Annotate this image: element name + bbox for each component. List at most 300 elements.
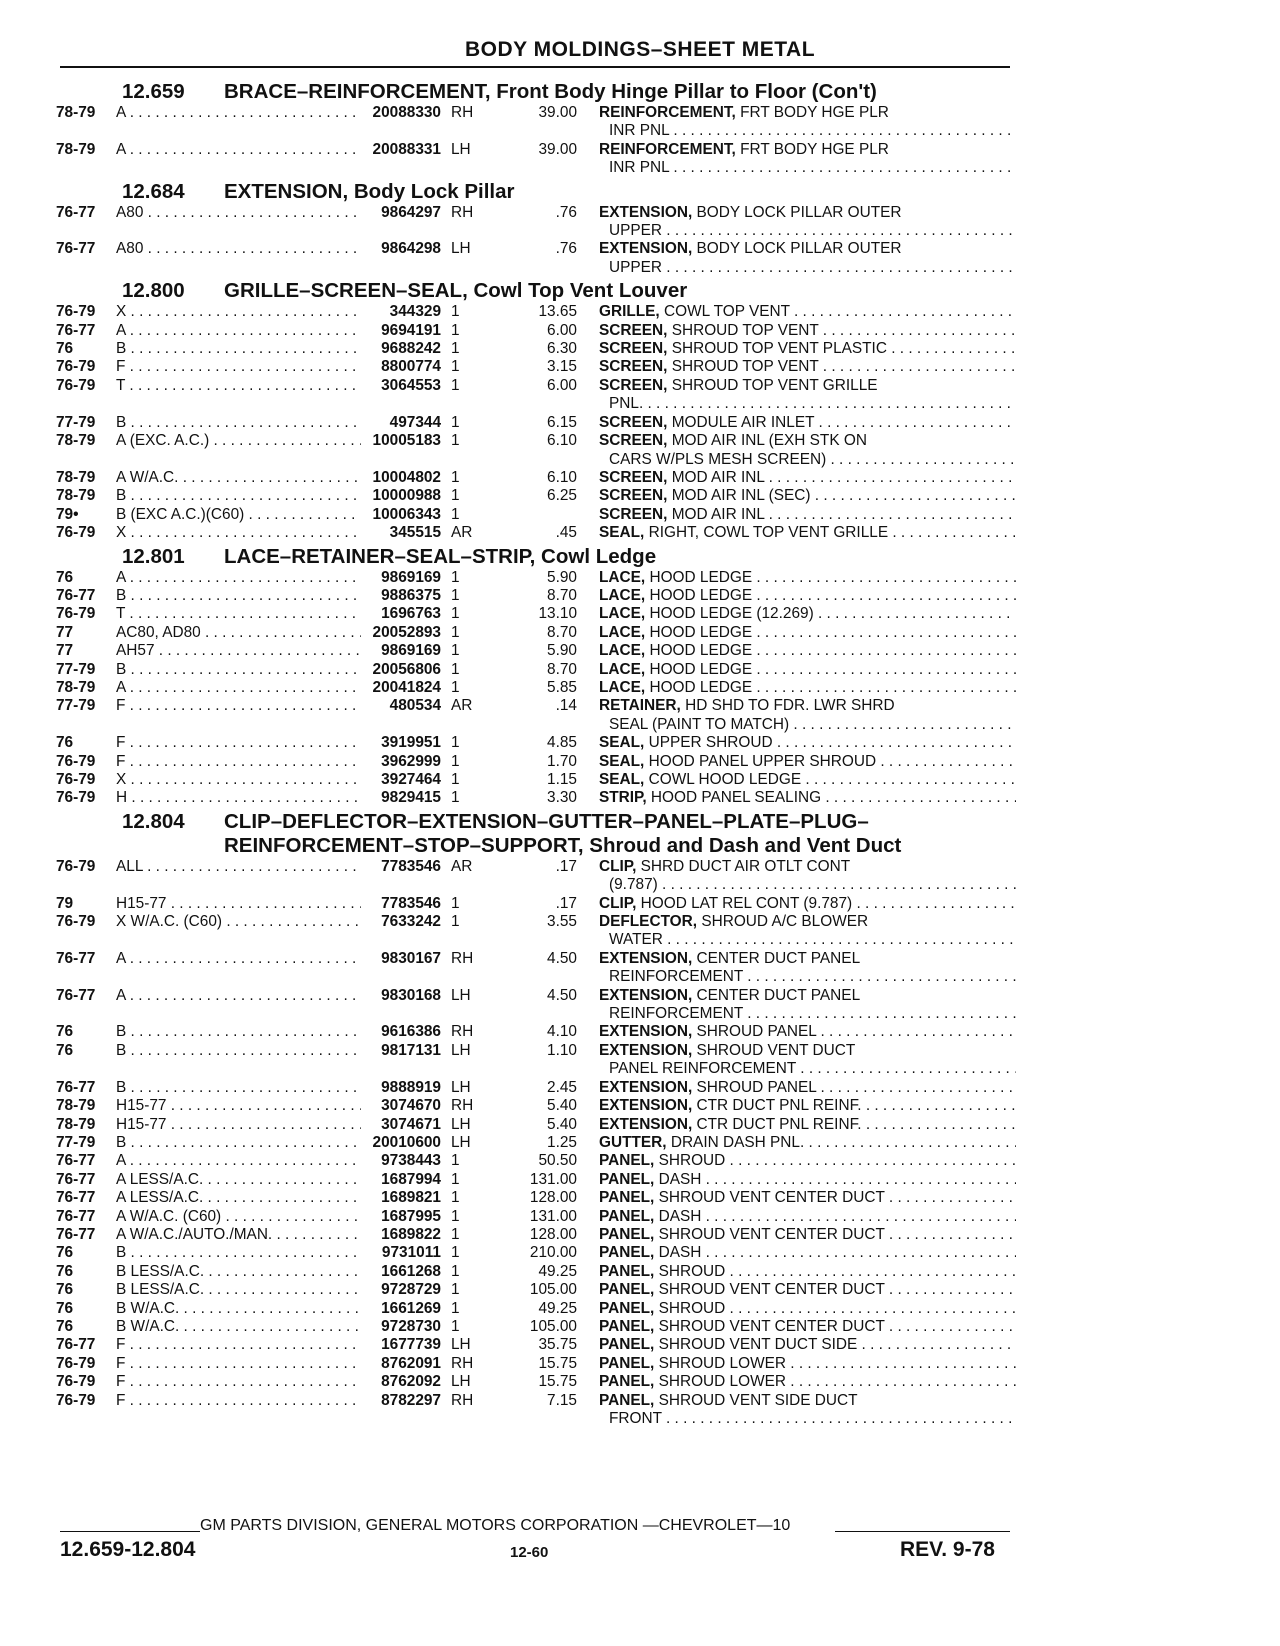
part-description	[599, 524, 1016, 542]
model-years: 77	[56, 642, 74, 660]
quantity: LH	[451, 1133, 471, 1151]
part-name: SCREEN,	[599, 505, 668, 523]
part-description	[599, 624, 1016, 642]
part-description	[599, 432, 1016, 469]
description-continuation: FRONT . . .	[599, 1410, 1016, 1428]
part-name: PANEL,	[599, 1170, 655, 1188]
part-row	[56, 987, 1016, 1024]
part-description	[599, 1373, 1016, 1391]
part-name: EXTENSION,	[599, 986, 693, 1004]
model-code: A . . .	[116, 141, 361, 178]
part-detail: SHROUD TOP VENT PLASTIC	[671, 340, 887, 358]
price: .45	[555, 524, 577, 542]
part-name: LACE,	[599, 586, 646, 604]
quantity: 1	[451, 752, 460, 770]
description-continuation: PANEL REINFORCEMENT . . .	[599, 1060, 1016, 1078]
model-years: 76	[56, 1041, 74, 1059]
price: 1.25	[547, 1133, 577, 1151]
part-row	[56, 1226, 1016, 1244]
price: 1.70	[547, 752, 577, 770]
part-detail: HOOD LEDGE	[649, 642, 753, 660]
description-continuation: INR PNL . . .	[599, 159, 1016, 177]
section	[56, 810, 1016, 1429]
price: 35.75	[538, 1336, 577, 1354]
part-name: SCREEN,	[599, 376, 668, 394]
part-detail: DASH	[658, 1170, 702, 1188]
description-line	[599, 1171, 1016, 1189]
model-code: B W/A.C. . . .	[116, 1318, 361, 1336]
price: 6.10	[547, 468, 577, 486]
part-row	[56, 432, 1016, 469]
part-detail: SHROUD PANEL	[696, 1023, 817, 1041]
part-description	[599, 414, 1016, 432]
part-row	[56, 734, 1016, 752]
quantity: 1	[451, 1170, 460, 1188]
section-heading	[56, 279, 1016, 303]
part-number: 1689822	[381, 1225, 441, 1243]
part-number: 9830168	[381, 986, 441, 1004]
price: 131.00	[529, 1207, 577, 1225]
model-code: AC80, AD80 . . .	[116, 624, 361, 642]
quantity: 1	[451, 505, 460, 523]
quantity: 1	[451, 678, 460, 696]
part-number: 9830167	[381, 949, 441, 967]
part-description	[599, 377, 1016, 414]
part-number: 480534	[389, 697, 441, 715]
part-row	[56, 414, 1016, 432]
quantity: 1	[451, 1207, 460, 1225]
part-number: 20056806	[372, 660, 441, 678]
description-line	[599, 506, 1016, 524]
model-years: 76-77	[56, 1152, 96, 1170]
price: 39.00	[538, 140, 577, 158]
part-number: 20088331	[372, 140, 441, 158]
part-name: EXTENSION,	[599, 203, 693, 221]
part-number: 3074670	[381, 1097, 441, 1115]
price: 50.50	[538, 1152, 577, 1170]
quantity: 1	[451, 376, 460, 394]
quantity: 1	[451, 432, 460, 450]
quantity: RH	[451, 1023, 474, 1041]
description-continuation: INR PNL . . .	[599, 122, 1016, 140]
price: 3.55	[547, 913, 577, 931]
part-description	[599, 1152, 1016, 1170]
model-code: A LESS/A.C. . . .	[116, 1171, 361, 1189]
part-number: 345515	[389, 524, 441, 542]
model-years: 78-79	[56, 140, 96, 158]
part-name: LACE,	[599, 568, 646, 586]
part-detail: HOOD LEDGE	[649, 660, 753, 678]
part-name: SCREEN,	[599, 413, 668, 431]
price: 6.00	[547, 376, 577, 394]
description-line	[599, 1392, 1016, 1410]
model-years: 76-79	[56, 857, 96, 875]
price: 6.10	[547, 432, 577, 450]
quantity: 1	[451, 340, 460, 358]
quantity: 1	[451, 321, 460, 339]
part-number: 9738443	[381, 1152, 441, 1170]
part-row	[56, 913, 1016, 950]
part-number: 1687995	[381, 1207, 441, 1225]
quantity: RH	[451, 1097, 474, 1115]
part-number: 1689821	[381, 1189, 441, 1207]
section-heading	[56, 810, 1016, 834]
part-row	[56, 587, 1016, 605]
part-description	[599, 204, 1016, 241]
part-number: 9731011	[381, 1244, 441, 1262]
part-detail: UPPER SHROUD	[648, 734, 773, 752]
part-row	[56, 1244, 1016, 1262]
part-description	[599, 587, 1016, 605]
part-description	[599, 104, 1016, 141]
part-name: REINFORCEMENT,	[599, 140, 736, 158]
description-line	[599, 1300, 1016, 1318]
model-years: 76-79	[56, 524, 96, 542]
part-number: 10000988	[372, 487, 441, 505]
price: 105.00	[529, 1281, 577, 1299]
description-line	[599, 469, 1016, 487]
model-code: A . . .	[116, 987, 361, 1024]
model-code: A W/A.C./AUTO./MAN. . . .	[116, 1226, 361, 1244]
part-row	[56, 1116, 1016, 1134]
description-continuation: UPPER . . .	[599, 259, 1016, 277]
model-code: AH57 . . .	[116, 642, 361, 660]
page-title: BODY MOLDINGS–SHEET METAL	[464, 38, 816, 61]
parts-listing	[56, 78, 1016, 1428]
quantity: LH	[451, 140, 471, 158]
price: 8.70	[547, 623, 577, 641]
part-row	[56, 1023, 1016, 1041]
description-line	[599, 1134, 1016, 1152]
section-number: 12.801	[122, 544, 185, 568]
description-line	[599, 1226, 1016, 1244]
price: 39.00	[538, 104, 577, 121]
model-code: B . . .	[116, 1042, 361, 1079]
part-description	[599, 1392, 1016, 1429]
price: 5.90	[547, 568, 577, 586]
description-line	[599, 1079, 1016, 1097]
part-detail: SHROUD VENT CENTER DUCT	[658, 1189, 885, 1207]
description-line	[599, 1281, 1016, 1299]
model-years: 77-79	[56, 413, 96, 431]
part-detail: CTR DUCT PNL REINF.	[696, 1115, 862, 1133]
description-line	[599, 1116, 1016, 1134]
part-name: PANEL,	[599, 1299, 655, 1317]
part-detail: HOOD LAT REL CONT (9.787)	[640, 894, 853, 912]
part-name: EXTENSION,	[599, 240, 693, 258]
model-years: 78-79	[56, 1097, 96, 1115]
part-name: LACE,	[599, 660, 646, 678]
model-code: F . . .	[116, 358, 361, 376]
part-row	[56, 1318, 1016, 1336]
part-detail: HOOD PANEL UPPER SHROUD	[648, 752, 877, 770]
part-name: SCREEN,	[599, 432, 668, 450]
model-years: 76-77	[56, 586, 96, 604]
part-description	[599, 487, 1016, 505]
section	[56, 80, 1016, 178]
part-number: 8762091	[381, 1354, 441, 1372]
model-years: 77-79	[56, 1133, 96, 1151]
description-line	[599, 734, 1016, 752]
price: 15.75	[538, 1354, 577, 1372]
description-line	[599, 377, 1016, 395]
part-name: REINFORCEMENT,	[599, 104, 736, 121]
description-line	[599, 240, 1016, 258]
price: 5.85	[547, 678, 577, 696]
model-years: 76-79	[56, 1373, 96, 1391]
price: 13.65	[538, 303, 577, 321]
model-code: B . . .	[116, 587, 361, 605]
quantity: 1	[451, 1189, 460, 1207]
part-name: PANEL,	[599, 1244, 655, 1262]
model-code: F . . .	[116, 734, 361, 752]
price: 210.00	[529, 1244, 577, 1262]
part-row	[56, 1171, 1016, 1189]
part-name: CLIP,	[599, 857, 637, 875]
model-code: F . . .	[116, 1336, 361, 1354]
model-code: H15-77 . . .	[116, 1116, 361, 1134]
description-continuation: (9.787) . . .	[599, 876, 1016, 894]
description-line	[599, 789, 1016, 807]
part-detail: SHRD DUCT AIR OTLT CONT	[640, 857, 851, 875]
description-line	[599, 141, 1016, 159]
description-line	[599, 1263, 1016, 1281]
model-code: A W/A.C. . . .	[116, 469, 361, 487]
part-row	[56, 895, 1016, 913]
model-years: 76-77	[56, 1207, 96, 1225]
model-code: B LESS/A.C. . . .	[116, 1263, 361, 1281]
part-number: 9886375	[381, 586, 441, 604]
model-years: 76	[56, 1299, 74, 1317]
part-detail: DASH	[658, 1207, 702, 1225]
part-row	[56, 1300, 1016, 1318]
description-line	[599, 1373, 1016, 1391]
part-number: 20088330	[372, 104, 441, 121]
model-years: 76-79	[56, 1391, 96, 1409]
price: 4.50	[547, 949, 577, 967]
part-description	[599, 697, 1016, 734]
part-row	[56, 1134, 1016, 1152]
part-name: EXTENSION,	[599, 1097, 693, 1115]
quantity: 1	[451, 734, 460, 752]
part-description	[599, 1079, 1016, 1097]
model-code: X . . .	[116, 524, 361, 542]
description-continuation: CARS W/PLS MESH SCREEN) . . .	[599, 451, 1016, 469]
part-description	[599, 987, 1016, 1024]
part-detail: SHROUD	[658, 1152, 726, 1170]
part-row	[56, 1355, 1016, 1373]
model-code: F . . .	[116, 697, 361, 734]
model-code: A . . .	[116, 679, 361, 697]
description-line	[599, 1355, 1016, 1373]
model-code: F . . .	[116, 1392, 361, 1429]
part-description	[599, 1097, 1016, 1115]
part-row	[56, 240, 1016, 277]
part-row	[56, 1152, 1016, 1170]
model-years: 78-79	[56, 104, 96, 121]
quantity: 1	[451, 468, 460, 486]
quantity: 1	[451, 303, 460, 321]
price: 1.10	[547, 1041, 577, 1059]
part-detail: SHROUD LOWER	[658, 1354, 786, 1372]
part-name: SCREEN,	[599, 340, 668, 358]
quantity: AR	[451, 524, 473, 542]
description-line	[599, 1318, 1016, 1336]
footer-rule-right	[835, 1531, 1010, 1532]
model-years: 76-79	[56, 913, 96, 931]
part-row	[56, 1336, 1016, 1354]
part-row	[56, 1281, 1016, 1299]
description-continuation: PNL. . . .	[599, 395, 1016, 413]
part-description	[599, 1134, 1016, 1152]
part-number: 9817131	[381, 1041, 441, 1059]
part-name: PANEL,	[599, 1391, 655, 1409]
part-number: 9829415	[381, 789, 441, 807]
quantity: 1	[451, 605, 460, 623]
part-detail: SHROUD LOWER	[658, 1373, 786, 1391]
part-detail: SHROUD TOP VENT GRILLE	[671, 376, 878, 394]
part-row	[56, 1079, 1016, 1097]
model-years: 76	[56, 1023, 74, 1041]
section-title: EXTENSION, Body Lock Pillar	[224, 179, 515, 203]
part-name: EXTENSION,	[599, 1115, 693, 1133]
quantity: RH	[451, 1354, 474, 1372]
description-line	[599, 1208, 1016, 1226]
model-code: B . . .	[116, 1023, 361, 1041]
quantity: RH	[451, 949, 474, 967]
model-years: 76	[56, 340, 74, 358]
part-row	[56, 141, 1016, 178]
description-line	[599, 1244, 1016, 1262]
model-code: B . . .	[116, 1134, 361, 1152]
description-line	[599, 624, 1016, 642]
model-code: T . . .	[116, 377, 361, 414]
price: 8.70	[547, 586, 577, 604]
part-description	[599, 1300, 1016, 1318]
price: 105.00	[529, 1317, 577, 1335]
part-number: 10005183	[372, 432, 441, 450]
part-number: 3919951	[381, 734, 441, 752]
model-code: A W/A.C. (C60) . . .	[116, 1208, 361, 1226]
part-description	[599, 1336, 1016, 1354]
model-years: 76-79	[56, 358, 96, 376]
price: 6.25	[547, 487, 577, 505]
description-line	[599, 322, 1016, 340]
part-detail: HD SHD TO FDR. LWR SHRD	[685, 697, 895, 715]
price: 131.00	[529, 1170, 577, 1188]
model-years: 76	[56, 1262, 74, 1280]
part-description	[599, 340, 1016, 358]
price: 4.50	[547, 986, 577, 1004]
part-number: 9869169	[381, 642, 441, 660]
price: 7.15	[547, 1391, 577, 1409]
part-description	[599, 1023, 1016, 1041]
part-number: 7783546	[381, 894, 441, 912]
part-row	[56, 1097, 1016, 1115]
description-line	[599, 104, 1016, 122]
description-line	[599, 987, 1016, 1005]
part-number: 10004802	[372, 468, 441, 486]
part-number: 9728729	[381, 1281, 441, 1299]
description-line	[599, 1023, 1016, 1041]
part-detail: FRT BODY HGE PLR	[740, 104, 889, 121]
part-row	[56, 469, 1016, 487]
part-number: 20041824	[372, 678, 441, 696]
part-description	[599, 734, 1016, 752]
part-name: PANEL,	[599, 1336, 655, 1354]
model-years: 77	[56, 623, 74, 641]
model-code: A . . .	[116, 950, 361, 987]
description-line	[599, 642, 1016, 660]
quantity: 1	[451, 586, 460, 604]
part-name: PANEL,	[599, 1152, 655, 1170]
model-years: 79•	[56, 505, 79, 523]
model-years: 76-77	[56, 321, 96, 339]
part-description	[599, 753, 1016, 771]
price: .14	[555, 697, 577, 715]
part-detail: SHROUD	[658, 1262, 726, 1280]
description-continuation: UPPER . . .	[599, 222, 1016, 240]
section-title-line2: REINFORCEMENT–STOP–SUPPORT, Shroud and Dash and Vent Duct	[224, 833, 902, 857]
quantity: LH	[451, 1336, 471, 1354]
part-description	[599, 679, 1016, 697]
model-code: A80 . . .	[116, 240, 361, 277]
part-row	[56, 104, 1016, 141]
model-years: 76-77	[56, 1078, 96, 1096]
price: 4.10	[547, 1023, 577, 1041]
description-line	[599, 895, 1016, 913]
model-years: 76-79	[56, 752, 96, 770]
part-detail: SHROUD A/C BLOWER	[701, 913, 869, 931]
section-title: BRACE–REINFORCEMENT, Front Body Hinge Pillar to Floor (Con't)	[224, 80, 877, 103]
model-code: A (EXC. A.C.) . . .	[116, 432, 361, 469]
description-line	[599, 1042, 1016, 1060]
model-code: A . . .	[116, 322, 361, 340]
part-name: GUTTER,	[599, 1133, 667, 1151]
description-line	[599, 950, 1016, 968]
part-row	[56, 524, 1016, 542]
quantity: LH	[451, 240, 471, 258]
description-line	[599, 303, 1016, 321]
part-detail: SHROUD TOP VENT	[671, 358, 819, 376]
part-description	[599, 358, 1016, 376]
description-line	[599, 771, 1016, 789]
part-number: 20052893	[372, 623, 441, 641]
quantity: LH	[451, 986, 471, 1004]
model-years: 76-77	[56, 1170, 96, 1188]
quantity: 1	[451, 660, 460, 678]
part-name: DEFLECTOR,	[599, 913, 698, 931]
part-detail: SHROUD VENT SIDE DUCT	[658, 1391, 858, 1409]
part-name: PANEL,	[599, 1262, 655, 1280]
price: 6.30	[547, 340, 577, 358]
part-row	[56, 1392, 1016, 1429]
part-name: EXTENSION,	[599, 1078, 693, 1096]
quantity: RH	[451, 1391, 474, 1409]
model-code: A . . .	[116, 569, 361, 587]
model-years: 78-79	[56, 1115, 96, 1133]
price	[489, 506, 599, 524]
quantity: 1	[451, 789, 460, 807]
part-detail: HOOD LEDGE	[649, 586, 753, 604]
quantity: LH	[451, 1041, 471, 1059]
model-years: 76	[56, 568, 74, 586]
part-detail: SHROUD VENT CENTER DUCT	[658, 1225, 885, 1243]
model-code: F . . .	[116, 753, 361, 771]
section-number: 12.800	[122, 279, 185, 303]
part-row	[56, 753, 1016, 771]
description-line	[599, 587, 1016, 605]
